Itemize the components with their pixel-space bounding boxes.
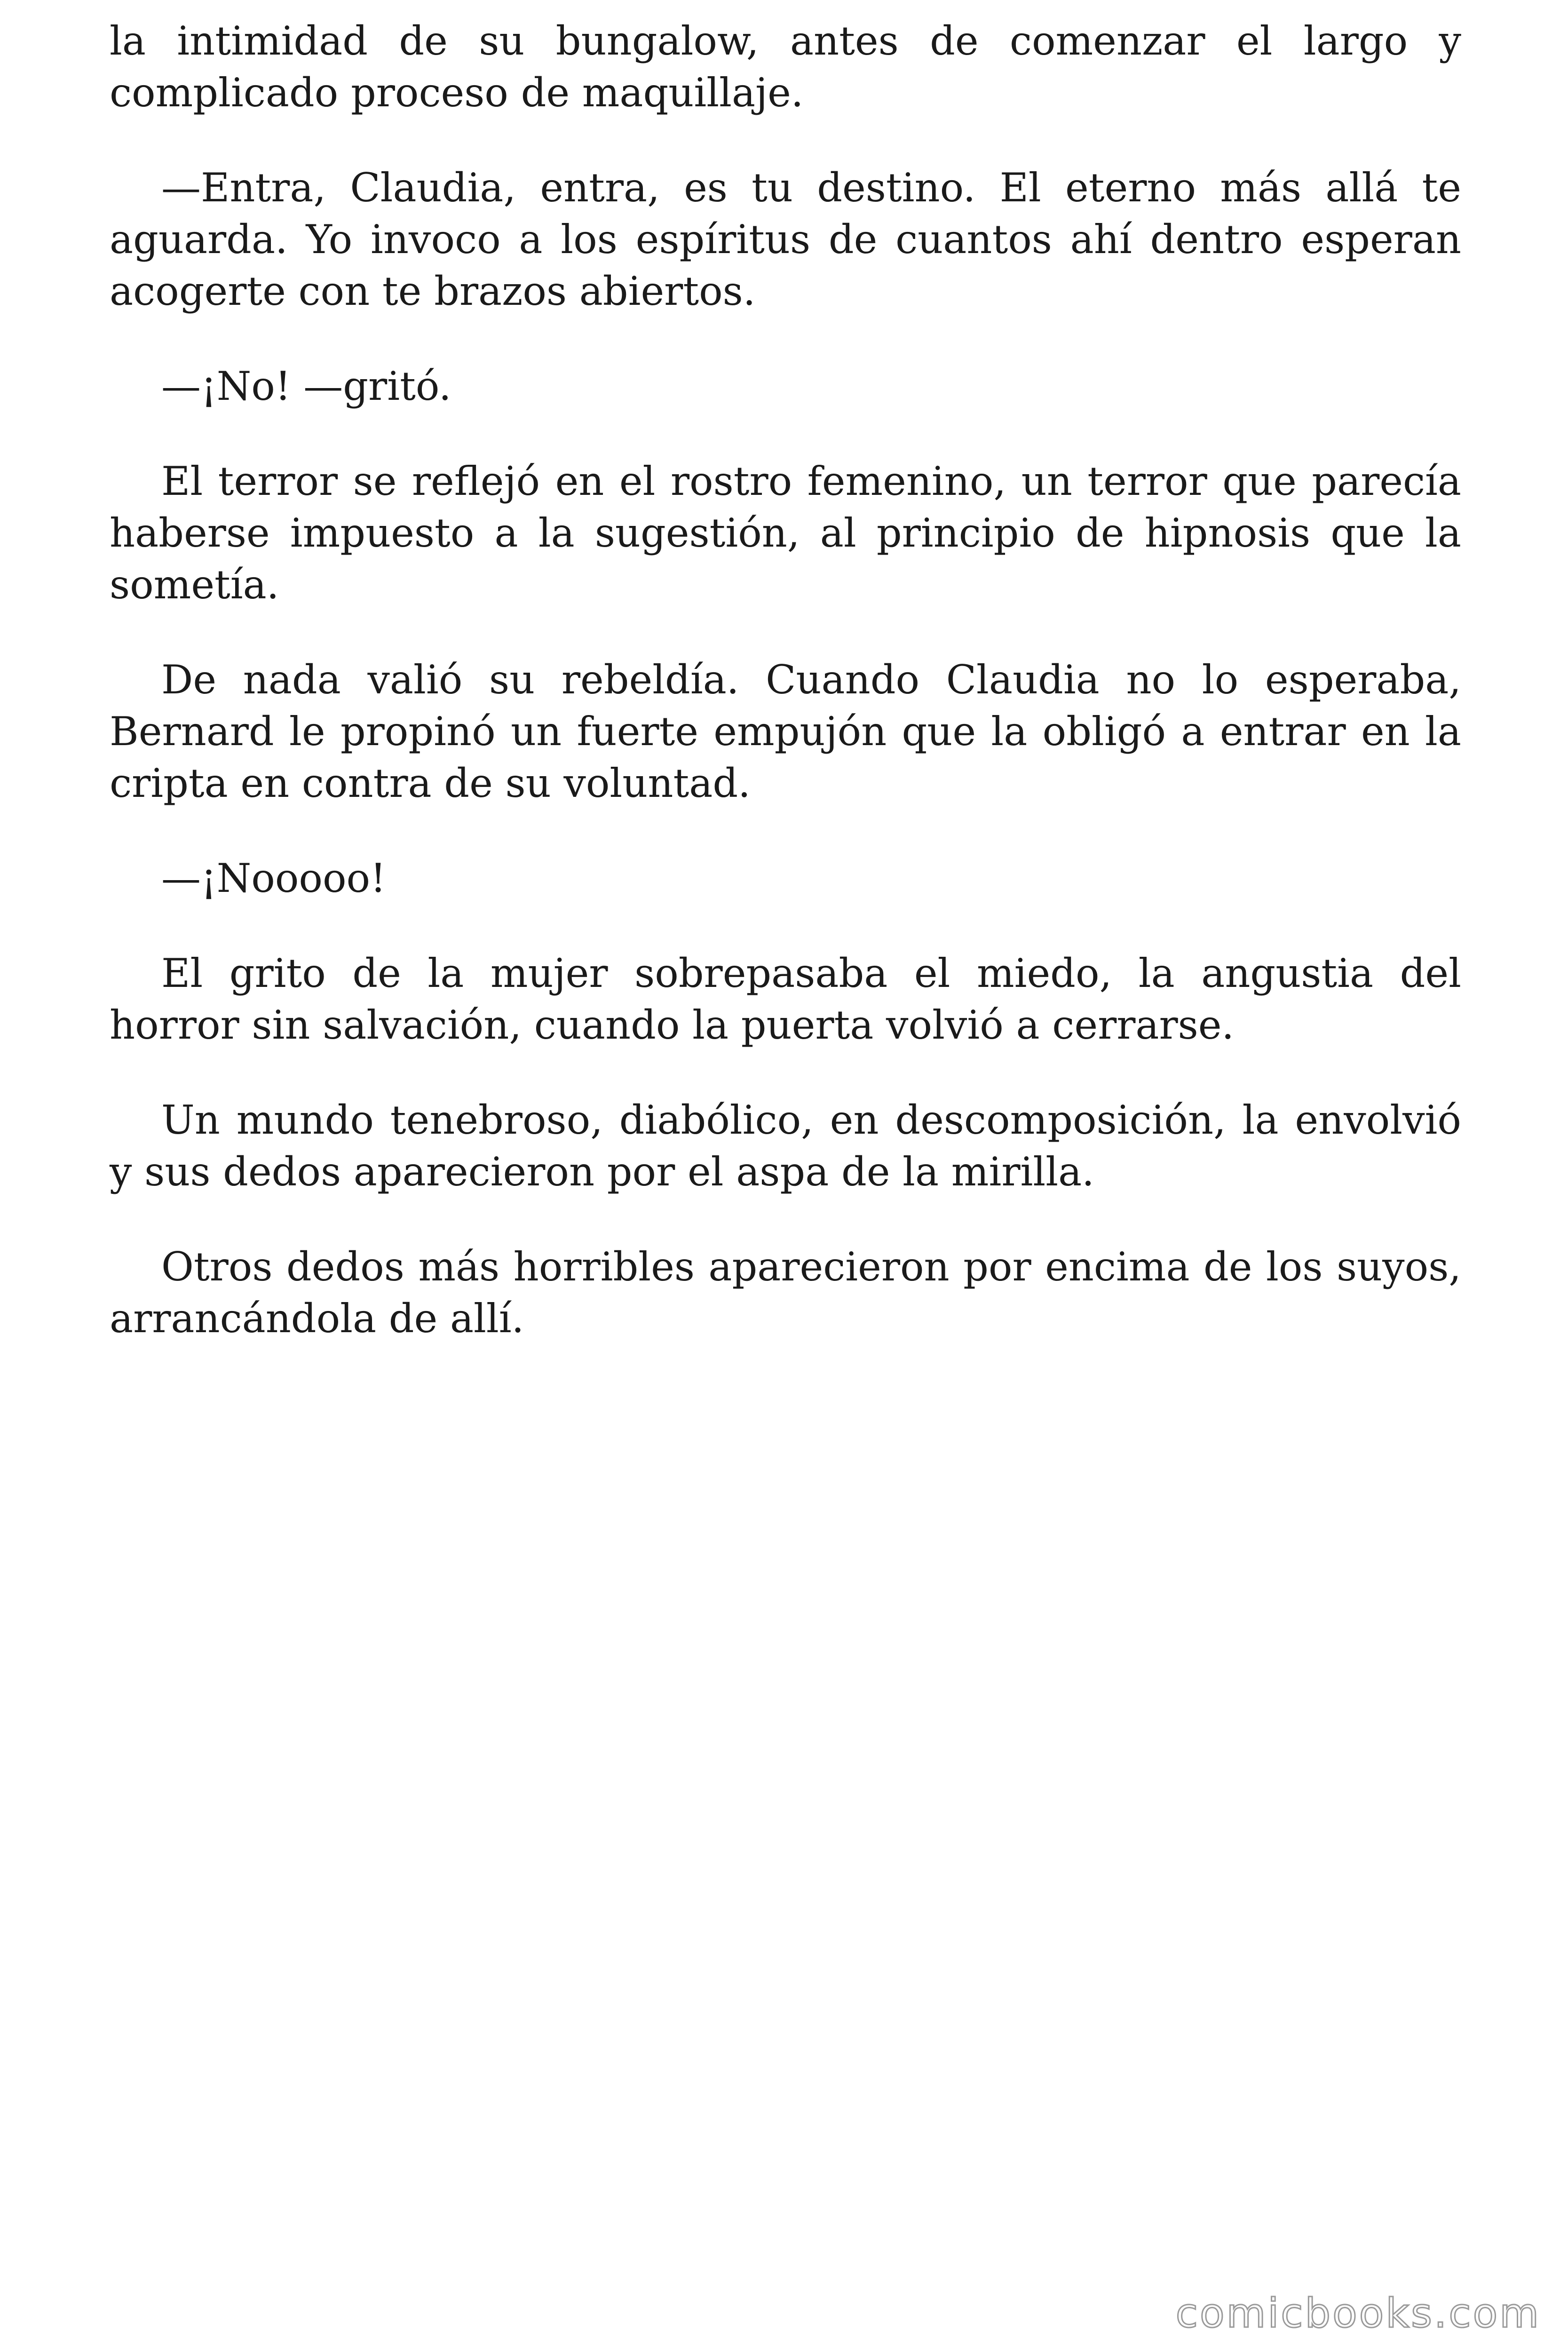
paragraph-1: la intimidad de su bungalow, antes de comenzar el largo y complicado proceso de maquillaje. [110, 18, 1461, 116]
paragraph-4: El terror se reflejó en el rostro femenino, un terror que parecía haberse impuesto a la sugestión, al principio de hipnosis que la sometía. [110, 458, 1461, 608]
paragraph-9: Otros dedos más horribles aparecieron por encima de los suyos, arrancándola de allí. [110, 1244, 1461, 1342]
paragraph-8: Un mundo tenebroso, diabólico, en descomposición, la envolvió y sus dedos aparecieron por el aspa de la mirilla. [110, 1097, 1461, 1195]
page-body [110, 15, 1461, 1388]
paragraph-5: De nada valió su rebeldía. Cuando Claudia no lo esperaba, Bernard le propinó un fuerte empujón que la obligó a entrar en la cripta en contra de su voluntad. [110, 657, 1461, 806]
paragraph-3: —¡No! —gritó. [161, 363, 451, 409]
paragraph-6: —¡Nooooo! [161, 855, 386, 901]
paragraph-2: —Entra, Claudia, entra, es tu destino. El eterno más allá te aguarda. Yo invoco a los espíritus de cuantos ahí dentro esperan acogerte con te brazos abiertos. [110, 165, 1461, 314]
paragraph-7: El grito de la mujer sobrepasaba el miedo, la angustia del horror sin salvación, cuando la puerta volvió a cerrarse. [110, 950, 1461, 1048]
watermark: comicbooks.com [1175, 2290, 1541, 2337]
